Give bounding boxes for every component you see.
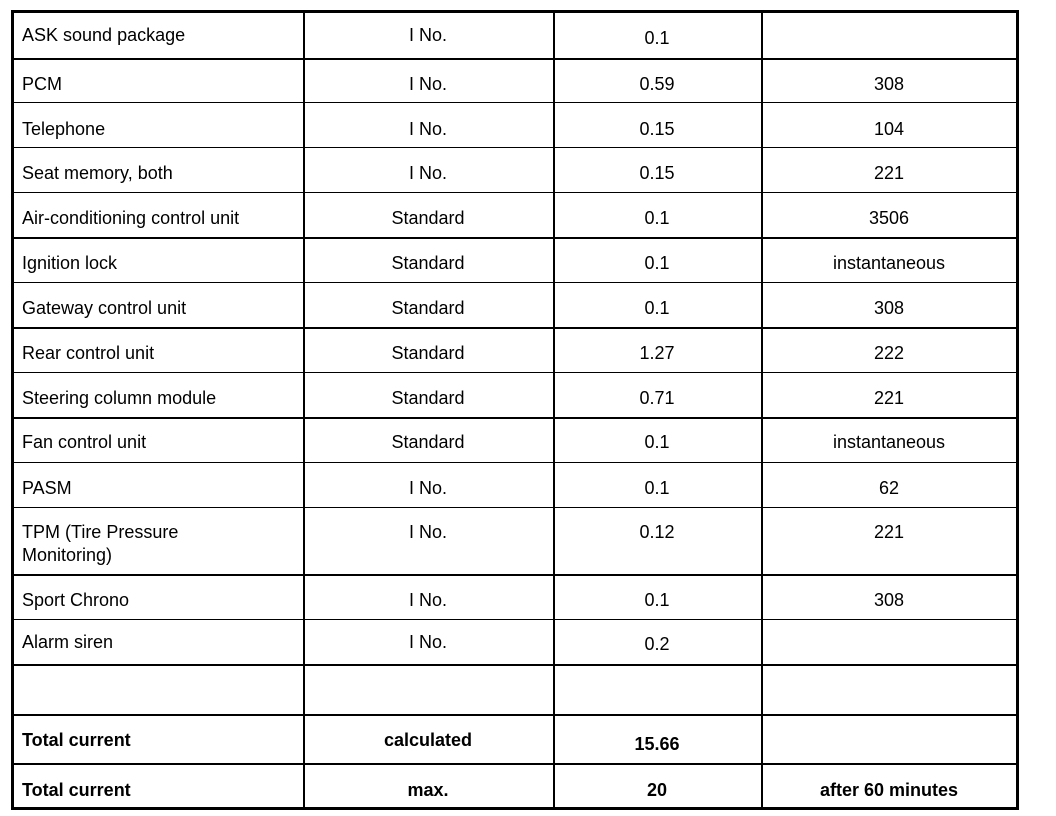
row-divider	[14, 462, 1016, 463]
table-cell-name: Total current	[22, 730, 131, 750]
table-cell-current: 0.1	[644, 432, 670, 452]
table-cell-type: Standard	[391, 298, 465, 318]
table-cell-current: 0.59	[639, 74, 675, 94]
table-cell-current: 0.2	[644, 634, 670, 654]
table-cell-type: I No.	[408, 163, 448, 183]
table-cell-current: 0.71	[639, 388, 675, 408]
table-cell-name: Rear control unit	[22, 343, 155, 363]
table-cell-type: Standard	[391, 388, 465, 408]
row-divider	[14, 714, 1016, 716]
table-cell-name: Air-conditioning control unit	[22, 208, 240, 228]
table-cell-type: I No.	[408, 119, 448, 139]
table-cell-type: Standard	[391, 253, 465, 273]
row-divider	[14, 417, 1016, 419]
row-divider	[14, 192, 1016, 193]
table-cell-type: I No.	[408, 74, 448, 94]
table-cell-current: 0.1	[644, 590, 670, 610]
table-cell-current: 0.1	[644, 478, 670, 498]
table-cell-name: PCM	[22, 74, 62, 94]
table-cell-current: 0.12	[639, 522, 675, 542]
table-cell-type: calculated	[383, 730, 473, 750]
table-cell-current: 0.1	[644, 298, 670, 318]
row-divider	[14, 372, 1016, 373]
table-cell-type: I No.	[408, 522, 448, 542]
table-cell-time: instantaneous	[832, 253, 946, 273]
row-divider	[14, 147, 1016, 148]
table-cell-time: 221	[873, 522, 905, 542]
row-divider	[14, 619, 1016, 620]
table-cell-name: PASM	[22, 478, 72, 498]
table-cell-name: Fan control unit	[22, 432, 147, 452]
table-cell-name: Sport Chrono	[22, 590, 130, 610]
row-divider	[14, 763, 1016, 765]
table-cell-name: Gateway control unit	[22, 298, 187, 318]
table-cell-type: max.	[407, 780, 449, 800]
table-cell-type: I No.	[408, 478, 448, 498]
table-cell-current: 0.1	[644, 28, 670, 48]
table-cell-current: 0.1	[644, 253, 670, 273]
table-cell-name: Alarm siren	[22, 632, 114, 652]
table-cell-name: TPM (Tire Pressure Monitoring)	[22, 522, 179, 565]
table-cell-type: I No.	[408, 590, 448, 610]
table-cell-time: 308	[873, 298, 905, 318]
row-divider	[14, 237, 1016, 239]
row-divider	[14, 664, 1016, 666]
table-cell-name: Steering column module	[22, 388, 217, 408]
table-cell-time: 104	[873, 119, 905, 139]
table-cell-time: 308	[873, 590, 905, 610]
row-divider	[14, 574, 1016, 576]
table-cell-type: I No.	[408, 632, 448, 652]
table-cell-name: Seat memory, both	[22, 163, 173, 183]
table-cell-type: Standard	[391, 432, 465, 452]
table-cell-time: after 60 minutes	[819, 780, 959, 800]
table-cell-time: 308	[873, 74, 905, 94]
table-cell-current: 0.1	[644, 208, 670, 228]
current-consumption-table	[11, 10, 1019, 810]
column-divider	[303, 13, 305, 807]
table-cell-name: Total current	[22, 780, 131, 800]
table-cell-type: Standard	[391, 208, 465, 228]
table-cell-time: instantaneous	[832, 432, 946, 452]
table-cell-current: 20	[646, 780, 668, 800]
column-divider	[553, 13, 555, 807]
table-cell-time: 3506	[868, 208, 910, 228]
row-divider	[14, 102, 1016, 103]
table-cell-time: 221	[873, 163, 905, 183]
table-cell-type: Standard	[391, 343, 465, 363]
table-cell-type: I No.	[408, 25, 448, 45]
row-divider	[14, 507, 1016, 508]
table-cell-name: Ignition lock	[22, 253, 118, 273]
table-cell-time: 221	[873, 388, 905, 408]
table-cell-time: 62	[878, 478, 900, 498]
row-divider	[14, 58, 1016, 60]
table-cell-name: ASK sound package	[22, 25, 186, 45]
table-cell-current: 1.27	[639, 343, 675, 363]
row-divider	[14, 282, 1016, 283]
table-cell-name: Telephone	[22, 119, 106, 139]
table-cell-current: 0.15	[639, 163, 675, 183]
table-cell-current: 15.66	[634, 734, 680, 754]
table-cell-current: 0.15	[639, 119, 675, 139]
table-cell-time: 222	[873, 343, 905, 363]
column-divider	[761, 13, 763, 807]
row-divider	[14, 327, 1016, 329]
